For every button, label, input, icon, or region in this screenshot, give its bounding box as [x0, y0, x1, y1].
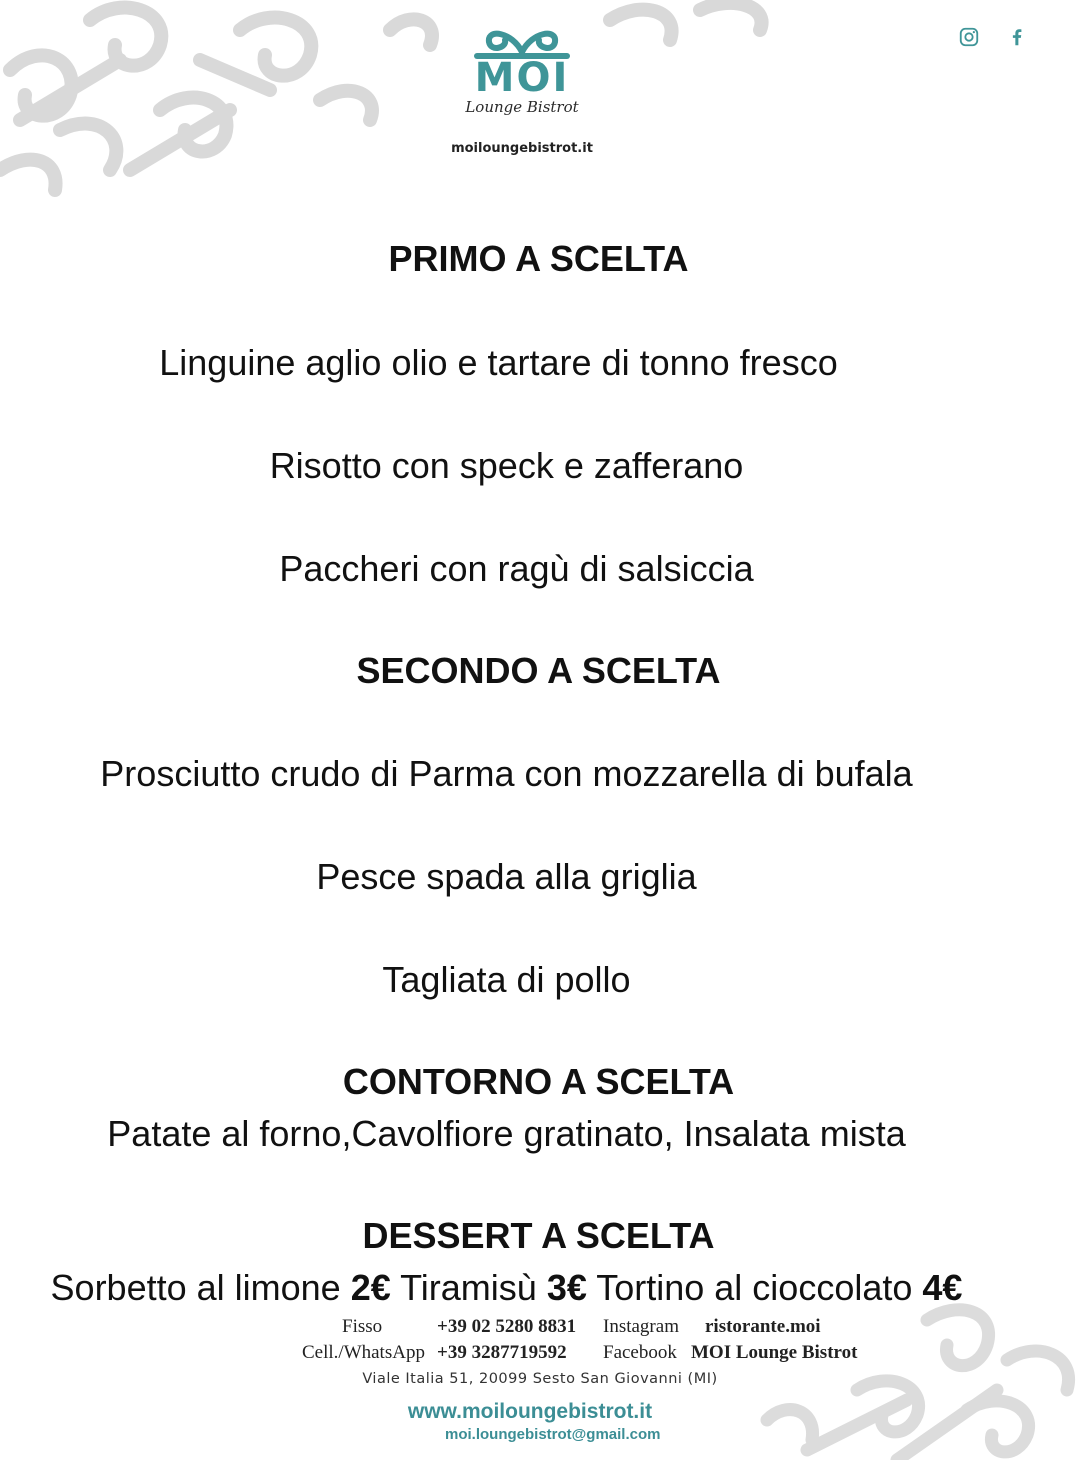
dessert-item-name: Tiramisù — [400, 1267, 537, 1308]
menu-item: Paccheri con ragù di salsiccia — [279, 548, 754, 589]
menu-item: Linguine aglio olio e tartare di tonno fresco — [159, 342, 838, 383]
logo-subtitle: Lounge Bistrot — [465, 98, 579, 116]
dessert-item-price: 3€ — [546, 1267, 587, 1308]
section-heading-primo: PRIMO A SCELTA — [388, 238, 689, 279]
dessert-item-name: Sorbetto al limone — [50, 1267, 341, 1308]
fisso-label: Fisso — [342, 1316, 383, 1337]
facebook-page[interactable]: MOI Lounge Bistrot — [691, 1342, 858, 1363]
dessert-item-name: Tortino al cioccolato — [596, 1267, 913, 1308]
dessert-list — [0, 1267, 1045, 1309]
website-header-link[interactable]: moiloungebistrot.it — [451, 141, 593, 156]
dessert-item-price: 4€ — [922, 1267, 963, 1308]
email-link[interactable]: moi.loungebistrot@gmail.com — [445, 1426, 661, 1443]
instagram-handle[interactable]: ristorante.moi — [705, 1316, 821, 1337]
instagram-label: Instagram — [603, 1316, 679, 1337]
social-links — [958, 26, 1030, 50]
fisso-phone[interactable]: +39 02 5280 8831 — [437, 1316, 577, 1337]
address: Viale Italia 51, 20099 Sesto San Giovanni (MI) — [362, 1371, 718, 1387]
menu-item: Risotto con speck e zafferano — [269, 445, 744, 486]
logo-wordmark: MOI — [474, 55, 570, 101]
section-heading-dessert: DESSERT A SCELTA — [362, 1215, 715, 1256]
website-footer-link[interactable]: www.moiloungebistrot.it — [407, 1400, 653, 1423]
menu-item: Prosciutto crudo di Parma con mozzarella di bufala — [100, 753, 913, 794]
menu-item: Patate al forno,Cavolfiore gratinato, Insalata mista — [107, 1113, 906, 1154]
cell-phone[interactable]: +39 3287719592 — [437, 1342, 567, 1363]
cell-label: Cell./WhatsApp — [302, 1342, 425, 1363]
brand-logo — [440, 22, 604, 116]
instagram-icon[interactable] — [958, 26, 982, 50]
menu-item: Tagliata di pollo — [382, 959, 631, 1000]
menu-item: Pesce spada alla griglia — [316, 856, 697, 897]
facebook-label: Facebook — [603, 1342, 677, 1363]
section-heading-contorno: CONTORNO A SCELTA — [342, 1061, 735, 1102]
facebook-icon[interactable] — [1006, 26, 1030, 50]
dessert-item-price: 2€ — [350, 1267, 391, 1308]
decorative-ornament-top — [0, 0, 820, 200]
section-heading-secondo: SECONDO A SCELTA — [356, 650, 721, 691]
